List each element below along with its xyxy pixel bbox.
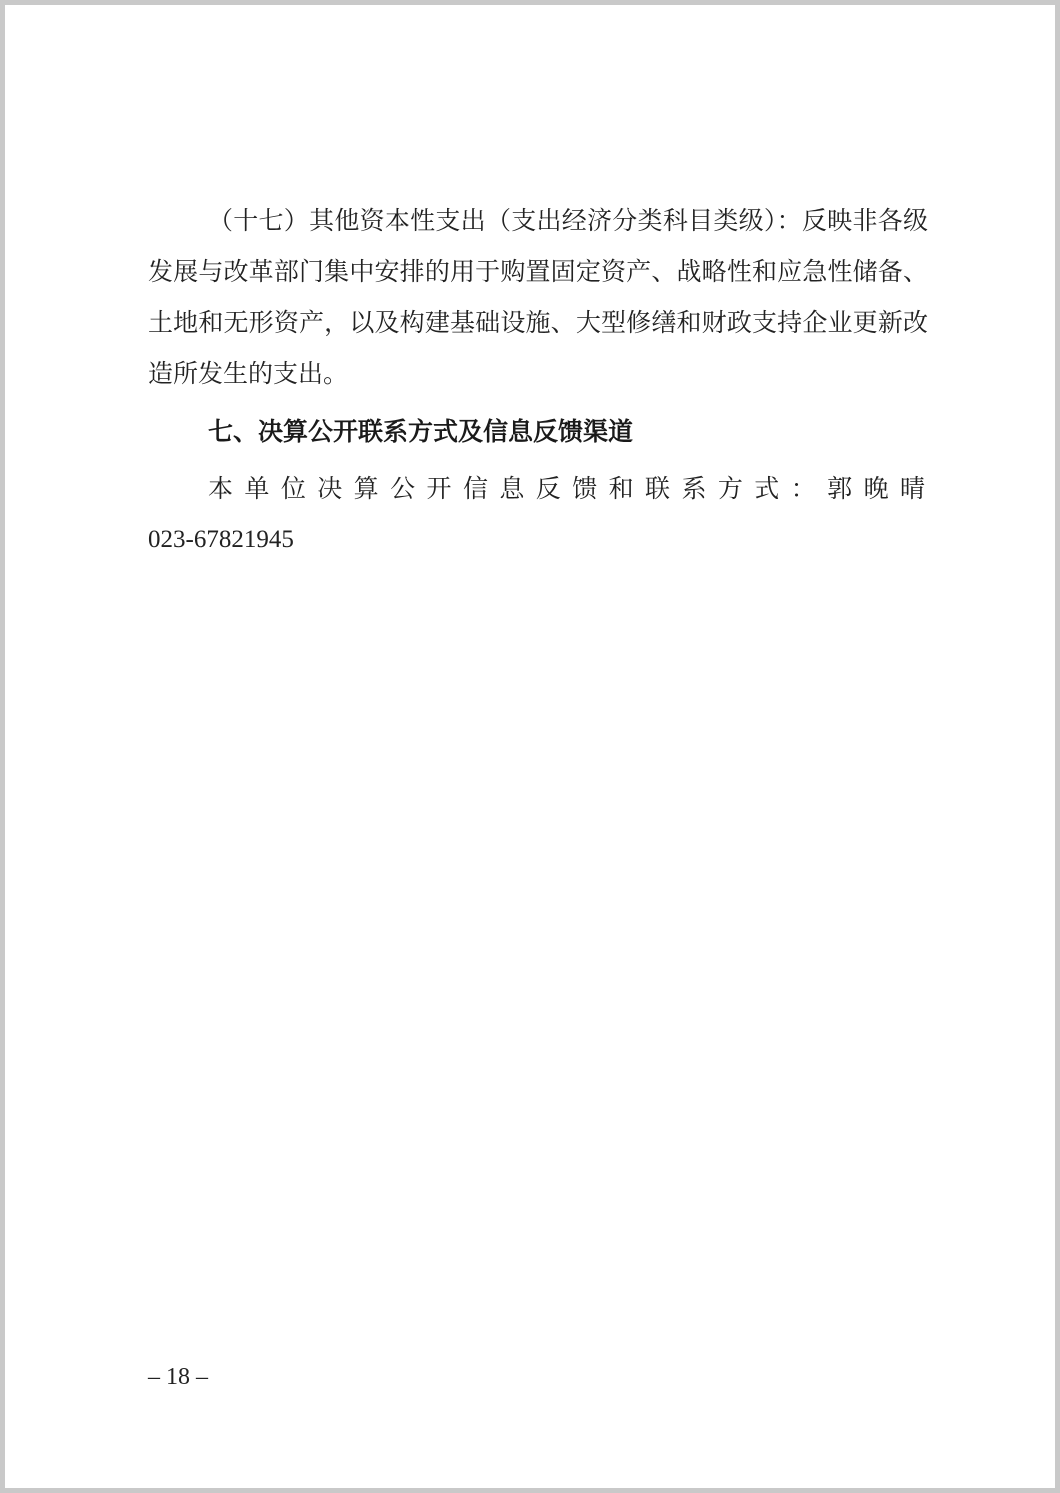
page-number: – 18 – xyxy=(148,1364,208,1390)
contact-phone: 023-67821945 xyxy=(148,526,294,553)
section-heading-contact: 七、决算公开联系方式及信息反馈渠道 xyxy=(208,417,634,446)
contact-text: 本单位决算公开信息反馈和联系方式：郭晚晴 xyxy=(208,474,928,503)
paragraph-other-capital-expenditure: （十七）其他资本性支出（支出经济分类科目类级）：反映非各级发展与改革部门集中安排的用于购置固定资产、战略性和应急性储备、土地和无形资产，以及构建基础设施、大型修缮和财政支持企业更新改造所发生的支出。 xyxy=(148,206,928,388)
document-page xyxy=(5,5,1055,1488)
contact-paragraph xyxy=(148,463,928,565)
